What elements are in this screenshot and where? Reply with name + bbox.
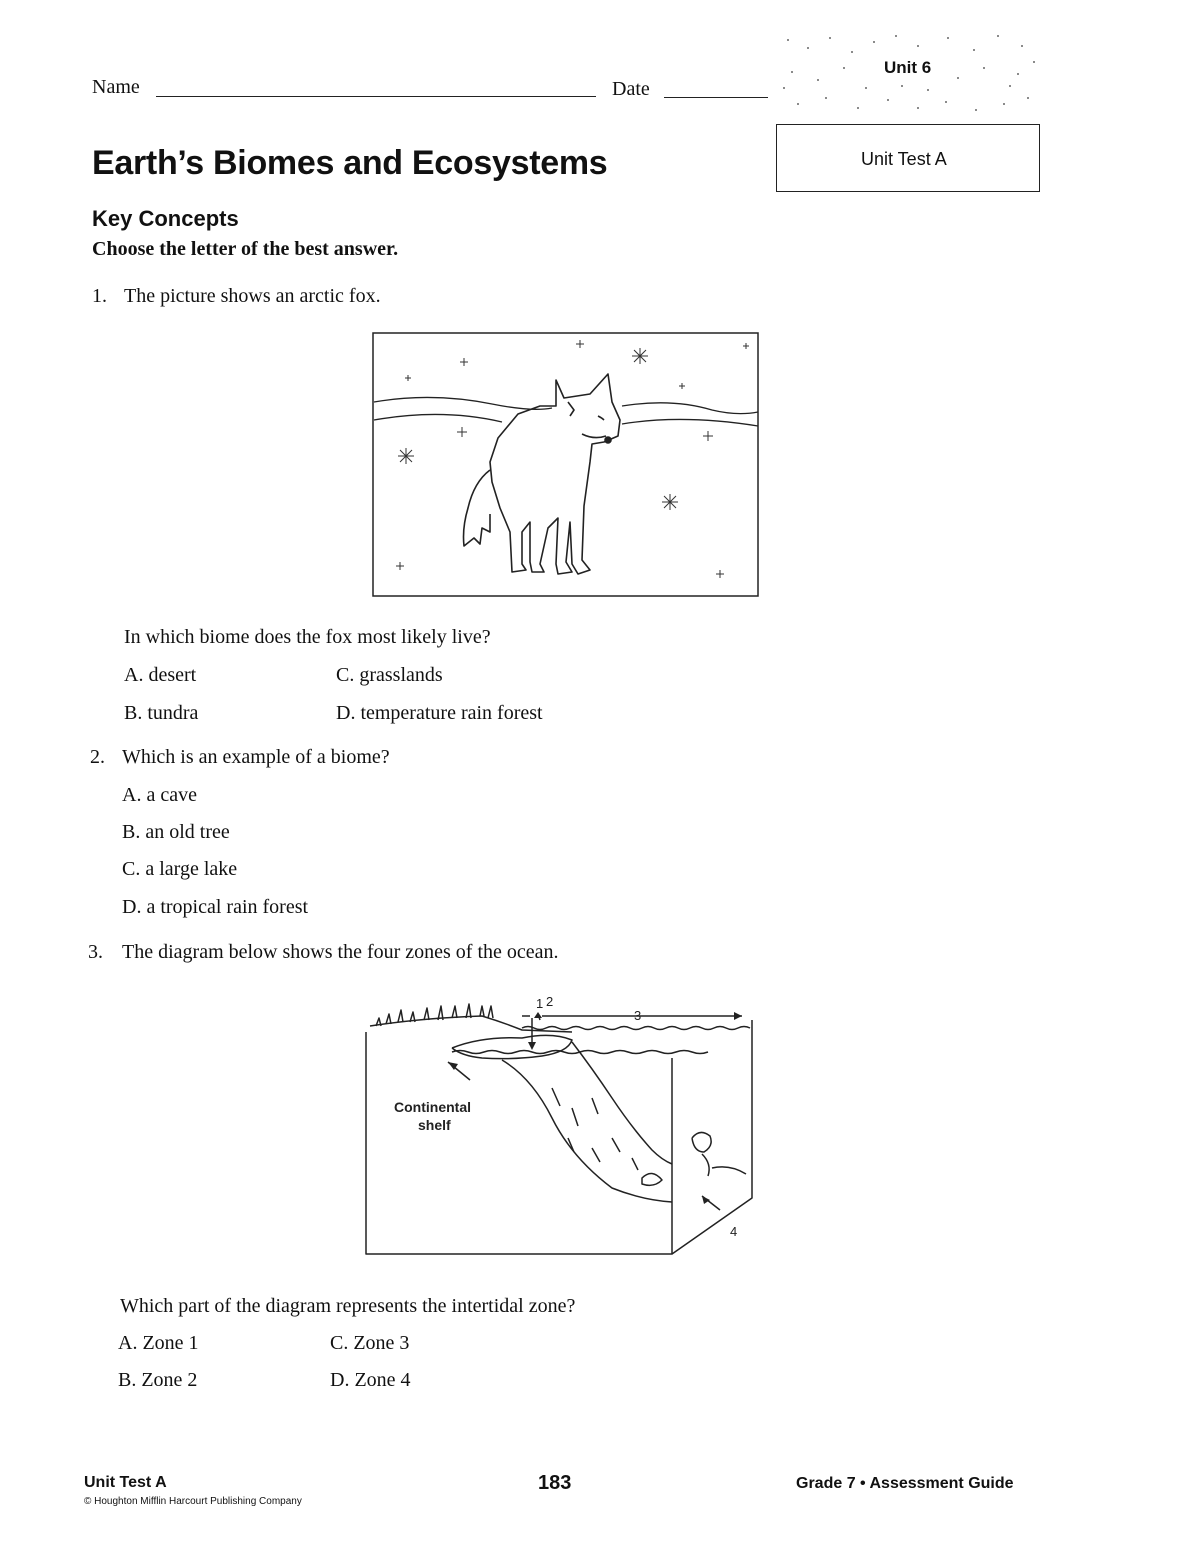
q2-choice-d[interactable]: D. a tropical rain forest xyxy=(122,896,309,918)
ocean-zones-diagram xyxy=(362,988,762,1260)
q3-prompt: The diagram below shows the four zones of the ocean. xyxy=(122,941,559,963)
q1-prompt: The picture shows an arctic fox. xyxy=(124,285,381,307)
zone-label-2: 2 xyxy=(546,994,554,1009)
continental-label: Continental xyxy=(394,1099,471,1115)
q2-prompt: Which is an example of a biome? xyxy=(122,746,390,768)
page-number: 183 xyxy=(538,1472,572,1494)
q2-choice-c[interactable]: C. a large lake xyxy=(122,858,238,880)
q1-question: In which biome does the fox most likely live? xyxy=(124,626,491,648)
arctic-fox-illustration xyxy=(372,332,760,598)
unit-test-box xyxy=(776,124,1040,192)
page-title: Earth’s Biomes and Ecosystems xyxy=(92,144,608,182)
q1-choice-b[interactable]: B. tundra xyxy=(124,702,199,724)
q3-choice-a[interactable]: A. Zone 1 xyxy=(118,1332,199,1354)
q3-choice-b[interactable]: B. Zone 2 xyxy=(118,1369,198,1391)
zone-label-4: 4 xyxy=(730,1224,738,1239)
date-label: Date xyxy=(612,78,650,100)
q3-number: 3. xyxy=(88,941,103,963)
footer-right: Grade 7 • Assessment Guide xyxy=(796,1475,1014,1492)
date-field[interactable] xyxy=(664,97,768,98)
instructions: Choose the letter of the best answer. xyxy=(92,238,399,260)
q3-choice-d[interactable]: D. Zone 4 xyxy=(330,1369,411,1391)
unit-badge-label: Unit 6 xyxy=(884,58,932,77)
name-label: Name xyxy=(92,76,140,98)
shelf-label: shelf xyxy=(418,1117,451,1133)
zone-label-1: 1 xyxy=(536,996,544,1011)
q1-number: 1. xyxy=(92,285,107,307)
q1-choice-c[interactable]: C. grasslands xyxy=(336,664,443,686)
footer-left: Unit Test A xyxy=(84,1474,167,1491)
q3-question: Which part of the diagram represents the intertidal zone? xyxy=(120,1295,576,1317)
q3-choice-c[interactable]: C. Zone 3 xyxy=(330,1332,410,1354)
name-field[interactable] xyxy=(156,96,596,97)
unit-test-label: Unit Test A xyxy=(861,149,947,169)
section-heading: Key Concepts xyxy=(92,206,239,231)
footer-copyright: © Houghton Mifflin Harcourt Publishing Company xyxy=(84,1496,302,1507)
q2-choice-a[interactable]: A. a cave xyxy=(122,784,197,806)
q1-choice-a[interactable]: A. desert xyxy=(124,664,197,686)
unit-badge xyxy=(778,28,1040,116)
q1-choice-d[interactable]: D. temperature rain forest xyxy=(336,702,543,724)
q2-choice-b[interactable]: B. an old tree xyxy=(122,821,230,843)
q2-number: 2. xyxy=(90,746,105,768)
zone-label-3: 3 xyxy=(634,1008,642,1023)
